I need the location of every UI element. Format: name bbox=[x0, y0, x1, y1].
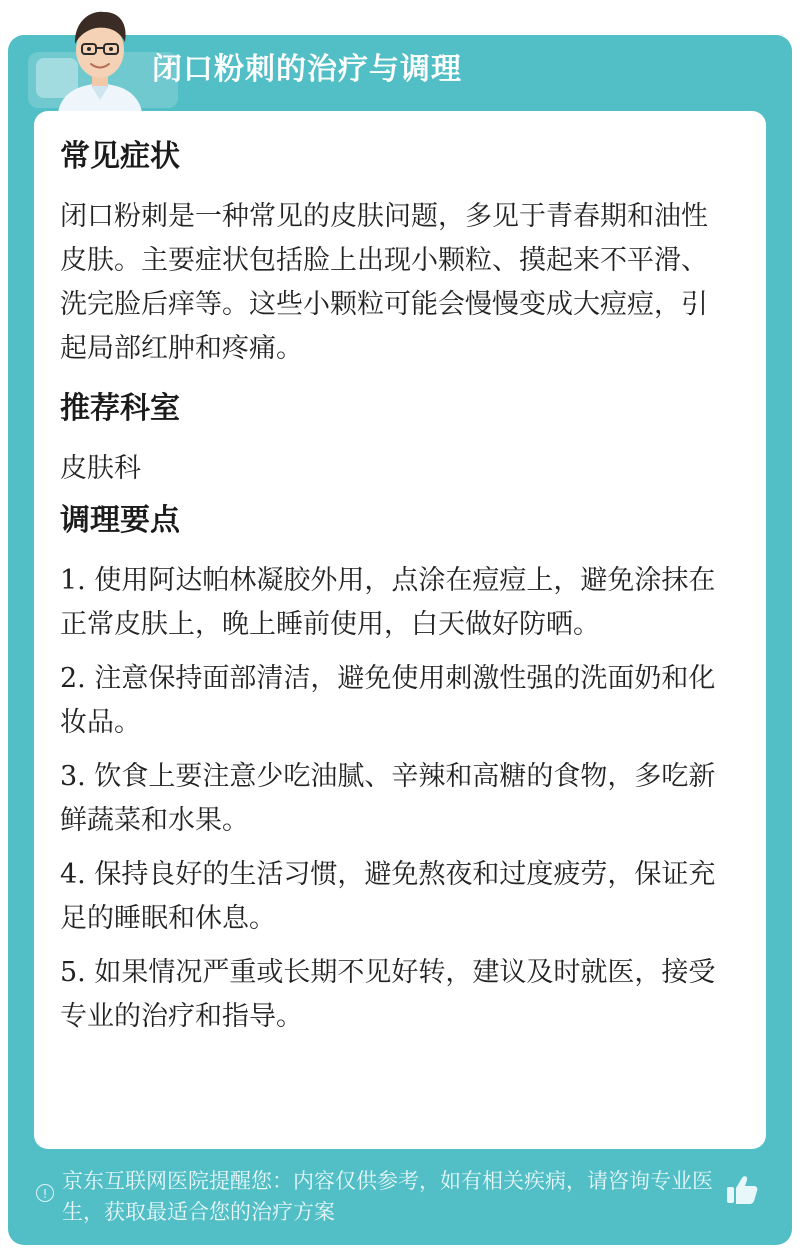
list-item-text: 保持良好的生活习惯，避免熬夜和过度疲劳，保证充足的睡眠和休息。 bbox=[60, 859, 716, 934]
symptoms-text: 闭口粉刺是一种常见的皮肤问题，多见于青春期和油性皮肤。主要症状包括脸上出现小颗粒、摸起来不平滑、洗完脸后痒等。这些小颗粒可能会慢慢变成大痘痘，引起局部红肿和疼痛。 bbox=[60, 201, 708, 364]
list-item-text: 如果情况严重或长期不见好转，建议及时就医，接受专业的治疗和指导。 bbox=[60, 957, 716, 1032]
thumbs-up-icon[interactable] bbox=[724, 1172, 760, 1208]
list-item-number: 1. bbox=[60, 565, 86, 596]
list-item-text: 使用阿达帕林凝胶外用，点涂在痘痘上，避免涂抹在正常皮肤上，晚上睡前使用，白天做好防晒。 bbox=[60, 565, 716, 640]
list-item-number: 4. bbox=[60, 859, 86, 890]
list-item bbox=[60, 853, 732, 941]
section-title-care: 调理要点 bbox=[60, 503, 180, 538]
doctor-avatar-icon bbox=[44, 0, 156, 112]
list-item bbox=[60, 657, 732, 745]
list-item-number: 5. bbox=[60, 957, 86, 988]
article-body bbox=[60, 137, 732, 1049]
list-item-text: 注意保持面部清洁，避免使用刺激性强的洗面奶和化妆品。 bbox=[60, 663, 716, 738]
list-item-number: 2. bbox=[60, 663, 86, 694]
list-item bbox=[60, 951, 732, 1039]
footer-disclaimer: 京东互联网医院提醒您：内容仅供参考，如有相关疾病，请咨询专业医生，获取最适合您的治疗方案 bbox=[62, 1169, 713, 1224]
list-item bbox=[60, 559, 732, 647]
department-text: 皮肤科 bbox=[60, 453, 141, 484]
info-icon: ! bbox=[36, 1184, 54, 1202]
section-title-department: 推荐科室 bbox=[60, 391, 180, 426]
list-item-number: 3. bbox=[60, 761, 86, 792]
content-card bbox=[34, 111, 766, 1149]
list-item-text: 饮食上要注意少吃油腻、辛辣和高糖的食物，多吃新鲜蔬菜和水果。 bbox=[60, 761, 716, 836]
section-title-symptoms: 常见症状 bbox=[60, 139, 180, 174]
page-title: 闭口粉刺的治疗与调理 bbox=[152, 52, 462, 87]
list-item bbox=[60, 755, 732, 843]
